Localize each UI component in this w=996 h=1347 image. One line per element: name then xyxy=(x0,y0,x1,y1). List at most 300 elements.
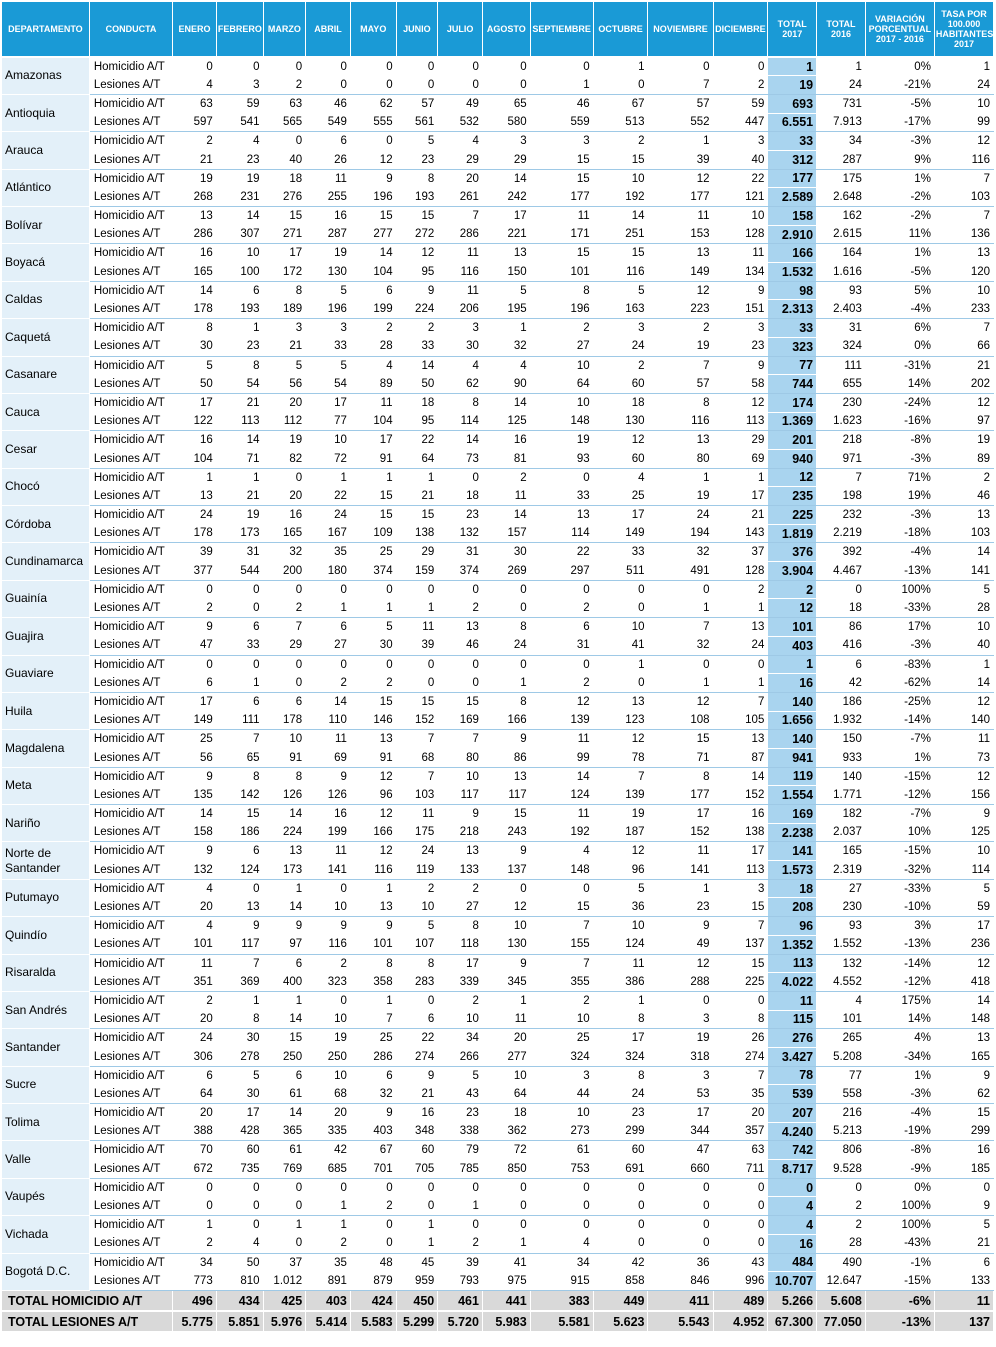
table-row xyxy=(2,524,994,543)
table-cell: 12.647 xyxy=(817,1272,866,1291)
table-cell: 34 xyxy=(438,1029,483,1048)
table-cell: 15 xyxy=(396,207,438,226)
table-cell: 48 xyxy=(350,1253,396,1272)
table-cell: 2 xyxy=(350,319,396,338)
table-cell: 2 xyxy=(396,879,438,898)
table-cell: 1% xyxy=(865,748,934,767)
table-cell: 286 xyxy=(350,1047,396,1066)
table-cell: 4 xyxy=(350,356,396,375)
table-cell: 17 xyxy=(648,805,713,824)
department-cell: Risaralda xyxy=(2,954,89,991)
table-cell: 93 xyxy=(530,449,593,468)
table-cell: 655 xyxy=(817,375,866,394)
table-cell: 17 xyxy=(216,1104,263,1123)
table-cell: 31 xyxy=(530,636,593,655)
conducta-cell: Lesiones A/T xyxy=(89,1197,172,1216)
table-cell: 150 xyxy=(817,730,866,749)
table-cell: 810 xyxy=(216,1272,263,1291)
table-cell: 64 xyxy=(530,375,593,394)
totals-cell: 425 xyxy=(263,1290,306,1311)
table-cell: 8 xyxy=(263,767,306,786)
table-cell: 3 xyxy=(593,319,648,338)
table-cell: 8 xyxy=(350,954,396,973)
table-cell: 2 xyxy=(530,599,593,618)
table-cell: 186 xyxy=(817,692,866,711)
table-cell: 14 xyxy=(263,1010,306,1029)
table-cell: 374 xyxy=(350,562,396,581)
table-cell: 9 xyxy=(713,281,768,300)
table-cell: 29 xyxy=(482,150,530,169)
table-cell: -16% xyxy=(865,412,934,431)
table-cell: 0 xyxy=(648,1178,713,1197)
table-cell: 104 xyxy=(350,263,396,282)
table-cell: 0 xyxy=(438,76,483,95)
table-cell: 32 xyxy=(482,337,530,356)
table-cell: 13 xyxy=(216,898,263,917)
table-cell: 392 xyxy=(817,543,866,562)
table-cell: 13 xyxy=(648,244,713,263)
table-row xyxy=(2,786,994,805)
conducta-cell: Homicidio A/T xyxy=(89,954,172,973)
total-2017-cell: 2 xyxy=(768,580,817,599)
table-cell: 125 xyxy=(482,412,530,431)
table-cell: 15 xyxy=(438,692,483,711)
table-cell: -2% xyxy=(865,207,934,226)
table-cell: 24 xyxy=(173,1029,217,1048)
table-cell: 13 xyxy=(438,842,483,861)
table-cell: 116 xyxy=(306,935,351,954)
table-cell: 33 xyxy=(216,636,263,655)
table-cell: 45 xyxy=(396,1253,438,1272)
table-cell: 158 xyxy=(173,823,217,842)
department-cell: Nariño xyxy=(2,805,89,842)
table-cell: 68 xyxy=(396,748,438,767)
table-cell: 0 xyxy=(396,57,438,76)
table-cell: -24% xyxy=(865,393,934,412)
table-cell: -14% xyxy=(865,954,934,973)
table-cell: -3% xyxy=(865,449,934,468)
table-cell: 1.552 xyxy=(817,935,866,954)
table-cell: 112 xyxy=(263,412,306,431)
table-cell: 307 xyxy=(216,225,263,244)
table-cell: 95 xyxy=(396,412,438,431)
table-cell: 81 xyxy=(482,449,530,468)
table-cell: -83% xyxy=(865,655,934,674)
table-cell: 132 xyxy=(438,524,483,543)
table-cell: 7 xyxy=(350,1010,396,1029)
table-cell: 731 xyxy=(817,94,866,113)
table-cell: 29 xyxy=(713,431,768,450)
table-cell: 0 xyxy=(216,879,263,898)
table-cell: 2.648 xyxy=(817,188,866,207)
table-cell: 155 xyxy=(530,935,593,954)
table-cell: 11 xyxy=(482,487,530,506)
table-cell: 231 xyxy=(216,188,263,207)
table-cell: -18% xyxy=(865,524,934,543)
conducta-cell: Lesiones A/T xyxy=(89,76,172,95)
conducta-cell: Lesiones A/T xyxy=(89,1085,172,1104)
table-cell: 0 xyxy=(713,1197,768,1216)
table-cell: -3% xyxy=(865,506,934,525)
table-cell: 42 xyxy=(817,674,866,693)
table-cell: 7 xyxy=(263,618,306,637)
table-cell: 3 xyxy=(713,879,768,898)
total-2017-cell: 276 xyxy=(768,1029,817,1048)
table-cell: 544 xyxy=(216,562,263,581)
table-cell: 4.467 xyxy=(817,562,866,581)
table-cell: 198 xyxy=(817,487,866,506)
table-row xyxy=(2,393,994,412)
table-cell: 8 xyxy=(648,393,713,412)
table-cell: 30 xyxy=(173,337,217,356)
table-cell: 141 xyxy=(648,861,713,880)
table-cell: 1 xyxy=(648,599,713,618)
table-cell: 21 xyxy=(396,1085,438,1104)
table-cell: 19 xyxy=(648,487,713,506)
table-cell: 126 xyxy=(306,786,351,805)
conducta-cell: Homicidio A/T xyxy=(89,356,172,375)
table-cell: 8 xyxy=(263,281,306,300)
totals-cell: 5.608 xyxy=(817,1290,866,1311)
table-cell: 17 xyxy=(438,954,483,973)
table-cell: 0 xyxy=(350,1216,396,1235)
table-cell: 9 xyxy=(306,917,351,936)
table-row xyxy=(2,1066,994,1085)
total-2017-cell: 4.022 xyxy=(768,973,817,992)
table-cell: 8 xyxy=(438,393,483,412)
table-row xyxy=(2,225,994,244)
conducta-cell: Lesiones A/T xyxy=(89,487,172,506)
table-cell: 14 xyxy=(934,543,993,562)
table-cell: 21 xyxy=(713,506,768,525)
table-cell: 40 xyxy=(263,150,306,169)
table-cell: 8 xyxy=(396,954,438,973)
table-cell: 351 xyxy=(173,973,217,992)
table-cell: 1 xyxy=(263,879,306,898)
table-cell: 691 xyxy=(593,1160,648,1179)
conducta-cell: Lesiones A/T xyxy=(89,1160,172,1179)
conducta-cell: Lesiones A/T xyxy=(89,524,172,543)
department-cell: Boyacá xyxy=(2,244,89,281)
table-cell: 11 xyxy=(438,281,483,300)
column-header: ABRIL xyxy=(306,2,351,57)
table-row xyxy=(2,449,994,468)
table-cell: 0 xyxy=(482,879,530,898)
table-cell: 959 xyxy=(396,1272,438,1291)
table-cell: 65 xyxy=(482,94,530,113)
column-header: ENERO xyxy=(173,2,217,57)
table-cell: -7% xyxy=(865,730,934,749)
conducta-cell: Lesiones A/T xyxy=(89,1010,172,1029)
table-cell: 1 xyxy=(350,991,396,1010)
table-cell: 5 xyxy=(306,356,351,375)
table-cell: 182 xyxy=(817,805,866,824)
table-cell: 12 xyxy=(593,842,648,861)
table-row xyxy=(2,132,994,151)
table-cell: 177 xyxy=(648,786,713,805)
column-header: MARZO xyxy=(263,2,306,57)
table-cell: 5 xyxy=(438,1066,483,1085)
department-cell: Atlántico xyxy=(2,169,89,206)
table-cell: 202 xyxy=(934,375,993,394)
table-cell: 1 xyxy=(396,1234,438,1253)
table-cell: 1% xyxy=(865,169,934,188)
table-row xyxy=(2,412,994,431)
table-cell: 24 xyxy=(396,842,438,861)
total-2017-cell: 376 xyxy=(768,543,817,562)
totals-cell: 383 xyxy=(530,1290,593,1311)
table-cell: 324 xyxy=(593,1047,648,1066)
table-cell: 96 xyxy=(593,861,648,880)
total-2017-cell: 940 xyxy=(768,449,817,468)
total-2017-cell: 1.532 xyxy=(768,263,817,282)
totals-label: TOTAL HOMICIDIO A/T xyxy=(2,1290,173,1311)
conducta-cell: Homicidio A/T xyxy=(89,57,172,76)
table-cell: 299 xyxy=(934,1122,993,1141)
table-cell: 701 xyxy=(350,1160,396,1179)
table-cell: 67 xyxy=(350,1141,396,1160)
totals-cell: -6% xyxy=(865,1290,934,1311)
table-cell: 60 xyxy=(216,1141,263,1160)
table-cell: 355 xyxy=(530,973,593,992)
total-2017-cell: 166 xyxy=(768,244,817,263)
total-2017-cell: 2.238 xyxy=(768,823,817,842)
table-cell: 250 xyxy=(263,1047,306,1066)
table-cell: 4 xyxy=(593,468,648,487)
table-cell: 1 xyxy=(713,468,768,487)
table-cell: 13 xyxy=(173,207,217,226)
table-cell: 10 xyxy=(438,767,483,786)
table-cell: 12 xyxy=(934,767,993,786)
table-cell: 49 xyxy=(438,94,483,113)
table-cell: 9 xyxy=(648,917,713,936)
table-cell: 10 xyxy=(482,917,530,936)
table-cell: 0 xyxy=(648,1234,713,1253)
conducta-cell: Lesiones A/T xyxy=(89,1234,172,1253)
department-cell: Antioquia xyxy=(2,94,89,131)
table-cell: 1 xyxy=(593,655,648,674)
table-cell: 117 xyxy=(438,786,483,805)
totals-cell: 5.623 xyxy=(593,1311,648,1332)
conducta-cell: Lesiones A/T xyxy=(89,1122,172,1141)
department-cell: Santander xyxy=(2,1029,89,1066)
table-cell: 8 xyxy=(216,356,263,375)
table-row xyxy=(2,655,994,674)
table-cell: 10 xyxy=(530,1010,593,1029)
table-cell: 173 xyxy=(263,861,306,880)
table-cell: 4 xyxy=(438,356,483,375)
table-cell: 1 xyxy=(173,1216,217,1235)
table-cell: -31% xyxy=(865,356,934,375)
table-cell: 0 xyxy=(438,468,483,487)
table-cell: 20 xyxy=(713,1104,768,1123)
table-cell: 13 xyxy=(530,506,593,525)
table-cell: 1 xyxy=(593,57,648,76)
table-cell: 111 xyxy=(817,356,866,375)
table-cell: 39 xyxy=(648,150,713,169)
table-cell: 0 xyxy=(530,468,593,487)
table-cell: 660 xyxy=(648,1160,713,1179)
table-cell: 28 xyxy=(817,1234,866,1253)
table-cell: 13 xyxy=(934,1029,993,1048)
table-cell: 297 xyxy=(530,562,593,581)
table-cell: 0 xyxy=(713,1216,768,1235)
table-row xyxy=(2,711,994,730)
table-cell: 232 xyxy=(817,506,866,525)
table-cell: 17 xyxy=(482,207,530,226)
table-cell: 8 xyxy=(593,1010,648,1029)
table-cell: 14 xyxy=(350,244,396,263)
table-cell: 3 xyxy=(482,132,530,151)
conducta-cell: Homicidio A/T xyxy=(89,281,172,300)
table-cell: 49 xyxy=(648,935,713,954)
table-cell: 175 xyxy=(396,823,438,842)
table-cell: 11% xyxy=(865,225,934,244)
table-row xyxy=(2,281,994,300)
table-cell: 1 xyxy=(713,599,768,618)
total-2017-cell: 312 xyxy=(768,150,817,169)
department-cell: Guaviare xyxy=(2,655,89,692)
table-cell: 65 xyxy=(216,748,263,767)
table-cell: 21 xyxy=(934,356,993,375)
totals-cell: 5.266 xyxy=(768,1290,817,1311)
table-cell: 915 xyxy=(530,1272,593,1291)
table-cell: 6 xyxy=(306,132,351,151)
table-cell: 97 xyxy=(263,935,306,954)
total-2017-cell: 12 xyxy=(768,599,817,618)
table-cell: 111 xyxy=(216,711,263,730)
table-cell: 1.616 xyxy=(817,263,866,282)
table-cell: 11 xyxy=(593,954,648,973)
conducta-cell: Lesiones A/T xyxy=(89,225,172,244)
table-cell: 15 xyxy=(263,207,306,226)
table-cell: 10 xyxy=(934,618,993,637)
table-cell: 306 xyxy=(173,1047,217,1066)
table-cell: 4 xyxy=(216,132,263,151)
table-cell: 3 xyxy=(648,1066,713,1085)
table-cell: -43% xyxy=(865,1234,934,1253)
table-cell: 139 xyxy=(530,711,593,730)
table-cell: 339 xyxy=(438,973,483,992)
table-cell: 1 xyxy=(263,1216,306,1235)
table-cell: 22 xyxy=(713,169,768,188)
table-cell: 9 xyxy=(216,917,263,936)
totals-cell: 77.050 xyxy=(817,1311,866,1332)
table-cell: 388 xyxy=(173,1122,217,1141)
table-cell: 0 xyxy=(593,76,648,95)
table-cell: 167 xyxy=(306,524,351,543)
table-row xyxy=(2,431,994,450)
table-cell: 37 xyxy=(713,543,768,562)
table-cell: 2 xyxy=(438,879,483,898)
table-cell: 0 xyxy=(648,1197,713,1216)
table-cell: 2 xyxy=(306,674,351,693)
table-cell: 3 xyxy=(530,1066,593,1085)
table-cell: 13 xyxy=(934,506,993,525)
table-cell: 13 xyxy=(173,487,217,506)
table-cell: 133 xyxy=(934,1272,993,1291)
conducta-cell: Homicidio A/T xyxy=(89,730,172,749)
table-cell: 7 xyxy=(438,207,483,226)
totals-cell: 11 xyxy=(934,1290,993,1311)
table-cell: 386 xyxy=(593,973,648,992)
table-cell: 7 xyxy=(648,76,713,95)
table-cell: 47 xyxy=(648,1141,713,1160)
table-cell: 9 xyxy=(438,805,483,824)
total-2017-cell: 140 xyxy=(768,692,817,711)
table-row xyxy=(2,1047,994,1066)
total-2017-cell: 208 xyxy=(768,898,817,917)
table-cell: 101 xyxy=(817,1010,866,1029)
table-cell: 6 xyxy=(216,281,263,300)
table-cell: 17 xyxy=(934,917,993,936)
table-cell: 15 xyxy=(593,150,648,169)
table-row xyxy=(2,823,994,842)
table-cell: 0 xyxy=(593,580,648,599)
table-cell: 50 xyxy=(396,375,438,394)
table-cell: 13 xyxy=(713,618,768,637)
table-cell: 1 xyxy=(396,1216,438,1235)
table-cell: 177 xyxy=(648,188,713,207)
table-cell: 0 xyxy=(263,580,306,599)
table-cell: 196 xyxy=(530,300,593,319)
table-cell: 19 xyxy=(263,431,306,450)
table-cell: 0 xyxy=(350,655,396,674)
table-cell: 34 xyxy=(817,132,866,151)
table-cell: 8 xyxy=(530,281,593,300)
totals-label: TOTAL LESIONES A/T xyxy=(2,1311,173,1332)
department-cell: Norte de Santander xyxy=(2,842,89,879)
table-cell: 31 xyxy=(216,543,263,562)
table-cell: 172 xyxy=(263,263,306,282)
table-cell: 12 xyxy=(648,954,713,973)
table-cell: 7 xyxy=(530,917,593,936)
table-cell: 2 xyxy=(306,1234,351,1253)
table-cell: 0 xyxy=(593,1234,648,1253)
table-cell: 4 xyxy=(530,1234,593,1253)
table-cell: 7 xyxy=(713,692,768,711)
total-2017-cell: 33 xyxy=(768,132,817,151)
table-row xyxy=(2,263,994,282)
table-cell: 0 xyxy=(593,599,648,618)
conducta-cell: Homicidio A/T xyxy=(89,94,172,113)
table-cell: 0 xyxy=(438,674,483,693)
column-header: JUNIO xyxy=(396,2,438,57)
table-cell: 36 xyxy=(593,898,648,917)
table-cell: 14 xyxy=(263,805,306,824)
table-cell: 7 xyxy=(817,468,866,487)
table-cell: 14 xyxy=(593,207,648,226)
table-cell: 933 xyxy=(817,748,866,767)
table-cell: -3% xyxy=(865,132,934,151)
totals-cell: 4.952 xyxy=(713,1311,768,1332)
table-cell: 3 xyxy=(438,319,483,338)
table-cell: 21 xyxy=(263,337,306,356)
table-cell: 27 xyxy=(817,879,866,898)
table-row xyxy=(2,1197,994,1216)
table-cell: 19 xyxy=(173,169,217,188)
table-cell: 975 xyxy=(482,1272,530,1291)
table-cell: 128 xyxy=(713,225,768,244)
table-cell: 9 xyxy=(396,281,438,300)
table-cell: 6 xyxy=(173,1066,217,1085)
table-cell: 2 xyxy=(438,599,483,618)
table-cell: 152 xyxy=(648,823,713,842)
total-2017-cell: 941 xyxy=(768,748,817,767)
table-cell: 40 xyxy=(934,636,993,655)
table-cell: 13 xyxy=(593,692,648,711)
department-cell: Caldas xyxy=(2,281,89,318)
